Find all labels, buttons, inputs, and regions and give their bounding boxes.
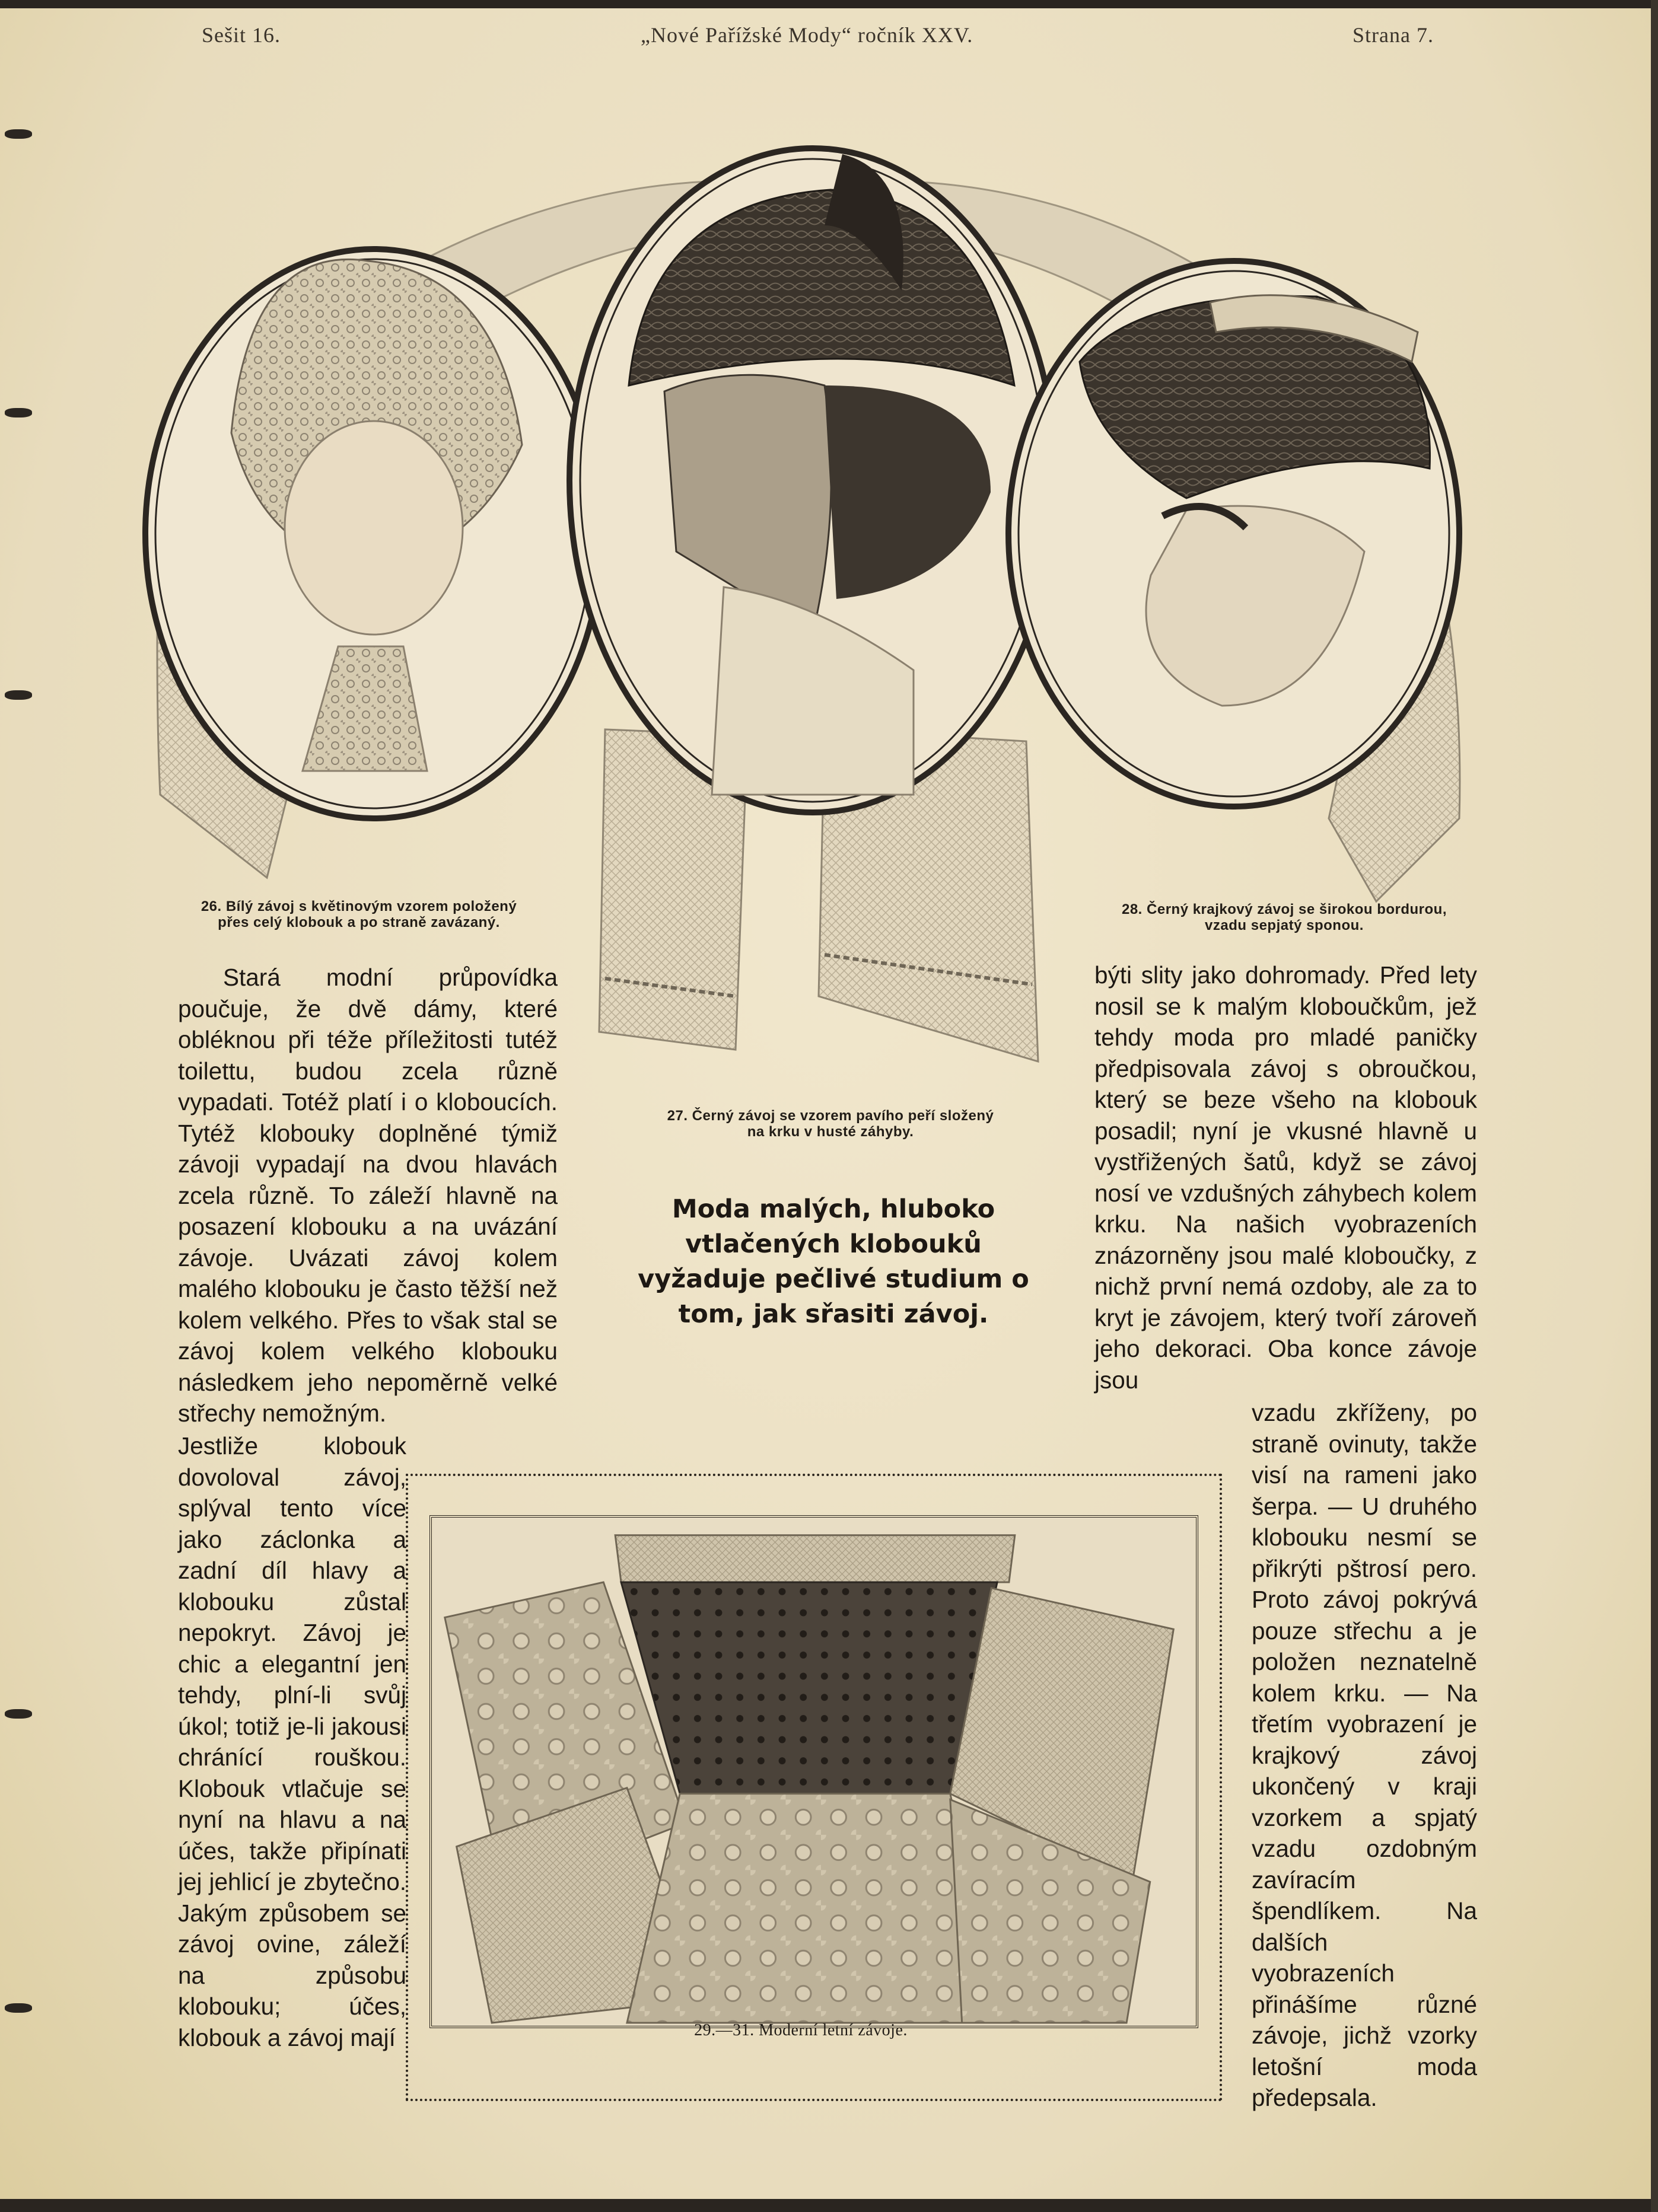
caption-line: 27. Černý závoj se vzorem pavího peří složený	[667, 1108, 994, 1124]
caption-figure-28	[1086, 901, 1483, 933]
article-text-right: býti slity jako dohromady. Před lety nosil se k malým kloboučkům, jež tehdy moda pro mladé paničky předpisovala závoj s obroučkou, který se beze všeho na klobouk posadil; nyní je vkusné hlavně u vystřižených šatů, když se závoj nosí ve vzdušných záhybech kolem krku. Na našich vyobrazeních znázorněny jsou malé kloboučky, z nichž první nemá ozdoby, ale za to kryt je závojem, který tvoří zároveň jeho dekoraci. Oba konce závoje jsou	[1094, 961, 1477, 1394]
article-headline: Moda malých, hluboko vtlačených klobouků vyžaduje pečlivé studium o tom, jak sřasiti závoj.	[638, 1194, 1029, 1329]
figure-26-portrait	[145, 249, 602, 818]
binding-hole	[5, 1709, 32, 1719]
caption-line: vzadu sepjatý sponou.	[1205, 917, 1364, 933]
caption-figure-26	[169, 898, 549, 930]
veil-sample-top	[615, 1535, 1015, 1582]
caption-line: na krku v husté záhyby.	[747, 1124, 914, 1140]
header-issue: Sešit 16.	[202, 23, 281, 47]
caption-line: 26. Bílý závoj s květinovým vzorem položený	[201, 898, 517, 914]
binding-hole	[5, 2003, 32, 2013]
caption-line: přes celý klobouk a po straně zavázaný.	[218, 914, 500, 930]
caption-figure-27	[629, 1108, 1032, 1140]
header-title: „Nové Pařížské Mody“ ročník XXV.	[641, 23, 973, 47]
scan-edge-right	[1651, 0, 1658, 2212]
caption-figure-29-31: 29.—31. Moderní letní závoje.	[694, 2021, 908, 2039]
binding-hole	[5, 690, 32, 700]
scan-edge-top	[0, 0, 1658, 8]
article-text-left-wrap: Jestliže klobouk dovoloval závoj, splýval tento více jako záclonka a zadní díl hlavy a klobouku zůstal nepokryt. Závoj je chic a elegantní jen tehdy, plní-li svůj úkol; totiž je-li jakousi chránící rouškou. Klobouk vtlačuje se nyní na hlavu a na účes, takže připínati jej jehlicí je zbytečno. Jakým způsobem se závoj ovine, záleží na způsobu klobouku; účes, klobouk a závoj mají	[178, 1432, 406, 2051]
veil-samples-photo	[429, 1515, 1198, 2028]
veil-illustrations	[142, 136, 1471, 1097]
figure-28-portrait	[1008, 261, 1459, 807]
header-page-number: Strana 7.	[1353, 23, 1434, 47]
figure-27-portrait	[569, 148, 1056, 812]
veil-sample-center-dark	[621, 1582, 997, 1794]
binding-hole	[5, 408, 32, 417]
binding-hole	[5, 129, 32, 139]
article-text-right-wrap: vzadu zkříženy, po straně ovinuty, takže visí na rameni jako šerpa. — U druhého klobouku nesmí se přikrýti pštrosí pero. Proto závoj pokrývá pouze střechu a je položen neznatelně kolem krku. — Na třetím vyobrazení je krajkový závoj ukončený v kraji vzorkem a spjatý vzadu ozdobným zavíracím špendlíkem. Na dalších vyobrazeních přinášíme různé závoje, jichž vzorky letošní moda předepsala.	[1252, 1399, 1477, 2111]
scan-edge-bottom	[0, 2199, 1658, 2212]
article-text-left: Stará modní průpovídka poučuje, že dvě dámy, které obléknou při téže příležitosti tutéž toilettu, budou zcela různě vypadati. Totéž platí i o kloboucích. Tytéž klobouky doplněné týmiž závoji vypadají na dvou hlavách zcela různě. To záleží hlavně na posazení klobouku a na uvázání závoje. Uvázati závoj kolem malého klobouku je často těžší než kolem velkého. Přes to však stal se závoj kolem velkého klobouku následkem jeho nepoměrně velké střechy nemožným.	[178, 964, 558, 1427]
caption-line: 28. Černý krajkový závoj se širokou bordurou,	[1121, 901, 1447, 917]
veil-sample-center-lower	[627, 1794, 997, 2023]
